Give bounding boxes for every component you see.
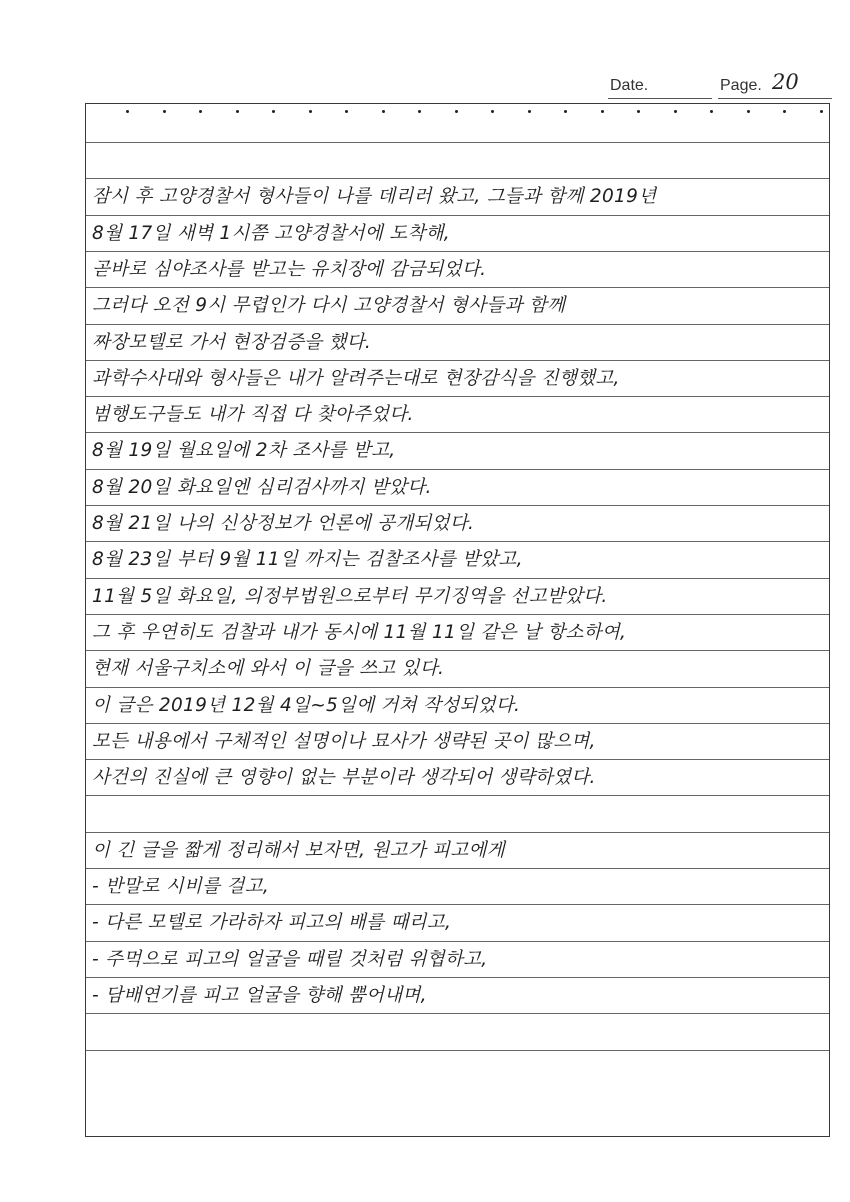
- handwritten-line: [92, 143, 822, 179]
- handwritten-line: 8월 23일 부터 9월 11일 까지는 검찰조사를 받았고,: [92, 549, 523, 571]
- handwritten-line: 11월 5일 화요일, 의정부법원으로부터 무기징역을 선고받았다.: [92, 585, 608, 607]
- handwritten-line: 8월 21일 나의 신상정보가 언론에 공개되었다.: [92, 513, 475, 534]
- date-label: Date.: [610, 77, 649, 94]
- dot-mark: [820, 110, 823, 113]
- dot-mark: [747, 110, 750, 113]
- handwritten-line: 현재 서울구치소에 와서 이 글을 쓰고 있다.: [92, 658, 445, 680]
- dot-mark: [783, 110, 786, 113]
- handwritten-line: 짜장모텔로 가서 현장검증을 했다.: [92, 331, 372, 353]
- handwritten-line: - 반말로 시비를 걸고,: [92, 876, 270, 897]
- dot-mark: [418, 110, 421, 113]
- handwritten-line: - 다른 모텔로 가라하자 피고의 배를 때리고,: [92, 912, 452, 934]
- dot-mark: [601, 110, 604, 113]
- dot-mark: [382, 110, 385, 113]
- page-label: Page.: [720, 77, 762, 94]
- page-underline: [718, 98, 832, 99]
- dot-mark: [710, 110, 713, 113]
- top-dot-row: [86, 110, 829, 116]
- ruled-sheet: [85, 103, 830, 1137]
- date-underline: [608, 98, 712, 99]
- handwritten-line: - 주먹으로 피고의 얼굴을 때릴 것처럼 위협하고,: [92, 948, 488, 970]
- dot-mark: [309, 110, 312, 113]
- handwritten-line: 잠시 후 고양경찰서 형사들이 나를 데리러 왔고, 그들과 함께 2019년: [92, 186, 657, 208]
- dot-mark: [491, 110, 494, 113]
- handwritten-line: 이 글은 2019년 12월 4일~5일에 거쳐 작성되었다.: [92, 694, 521, 716]
- dot-mark: [637, 110, 640, 113]
- dot-mark: [528, 110, 531, 113]
- handwritten-line: 이 긴 글을 짧게 정리해서 보자면, 원고가 피고에게: [92, 839, 505, 861]
- handwritten-line: 8월 20일 화요일엔 심리검사까지 받았다.: [92, 476, 432, 498]
- dot-mark: [674, 110, 677, 113]
- handwritten-line: 과학수사대와 형사들은 내가 알려주는대로 현장감식을 진행했고,: [92, 367, 620, 389]
- page-number: 20: [772, 70, 799, 94]
- handwritten-line: [92, 796, 822, 832]
- handwritten-line: 8월 17일 새벽 1시쯤 고양경찰서에 도착해,: [92, 222, 450, 244]
- handwritten-line: 곧바로 심야조사를 받고는 유치장에 감금되었다.: [92, 258, 487, 280]
- handwritten-line: 사건의 진실에 큰 영향이 없는 부분이라 생각되어 생략하였다.: [92, 767, 596, 789]
- handwritten-line: 그 후 우연히도 검찰과 내가 동시에 11월 11일 같은 날 항소하여,: [92, 621, 627, 643]
- dot-mark: [455, 110, 458, 113]
- dot-mark: [163, 110, 166, 113]
- dot-mark: [272, 110, 275, 113]
- handwritten-line: - 담배연기를 피고 얼굴을 향해 뿜어내며,: [92, 984, 427, 1006]
- dot-mark: [345, 110, 348, 113]
- dot-mark: [126, 110, 129, 113]
- dot-mark: [199, 110, 202, 113]
- page-header: [600, 72, 832, 102]
- handwritten-line: 그러다 오전 9시 무렵인가 다시 고양경찰서 형사들과 함께: [92, 295, 566, 317]
- handwritten-line: 8월 19일 월요일에 2차 조사를 받고,: [92, 440, 396, 462]
- handwritten-line: 모든 내용에서 구체적인 설명이나 묘사가 생략된 곳이 많으며,: [92, 730, 596, 752]
- handwritten-line: 범행도구들도 내가 직접 다 찾아주었다.: [92, 404, 414, 426]
- dot-mark: [236, 110, 239, 113]
- dot-mark: [564, 110, 567, 113]
- handwritten-line: [92, 1014, 822, 1050]
